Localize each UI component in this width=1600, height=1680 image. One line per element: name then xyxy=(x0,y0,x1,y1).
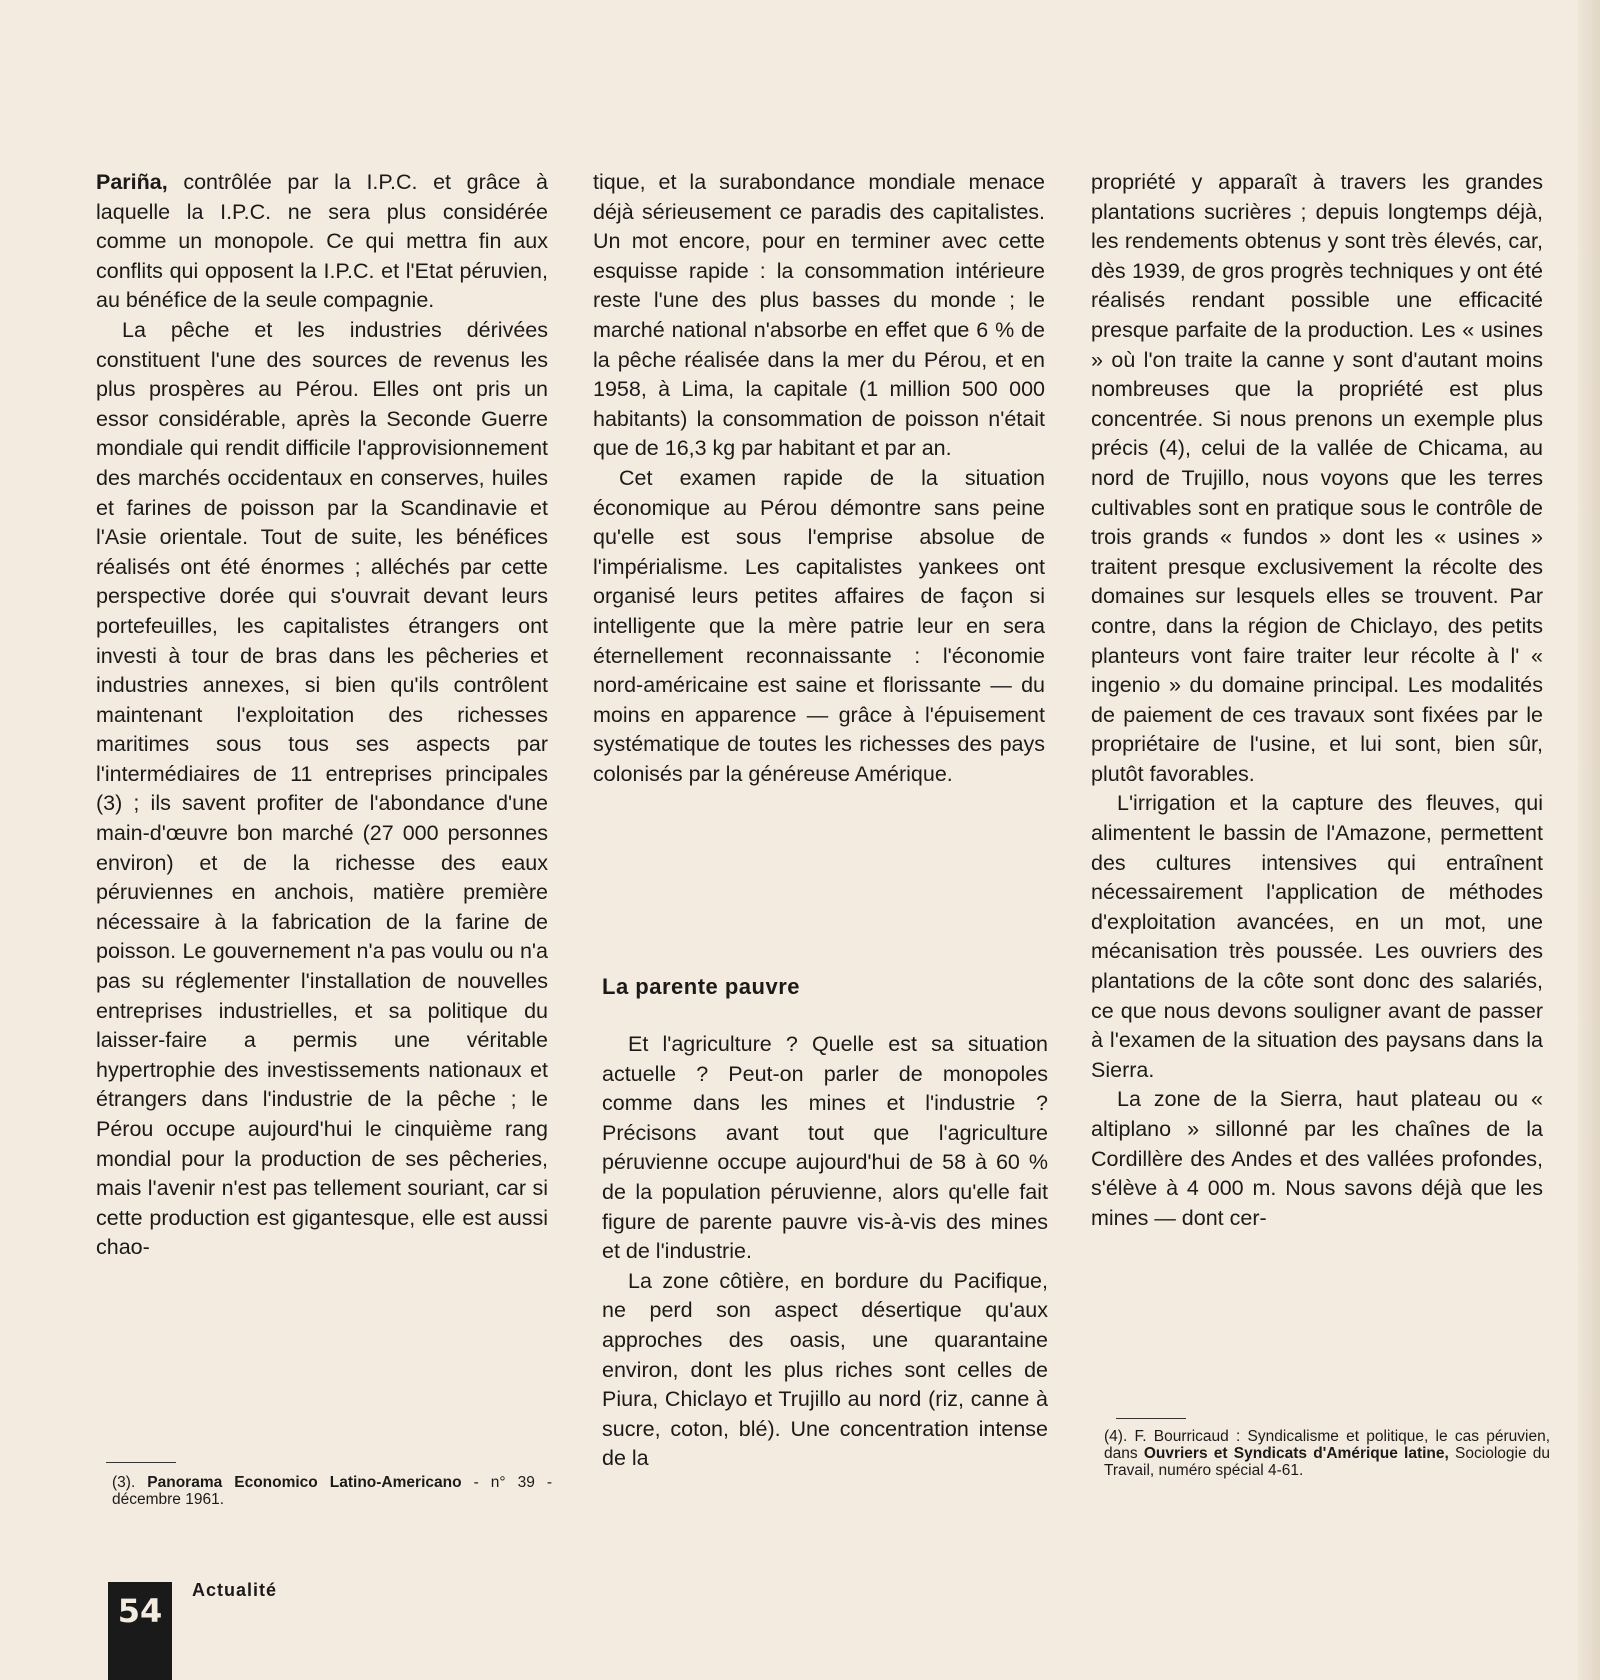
footnote-text: - n° 39 - décembre 1961. xyxy=(112,1474,553,1508)
page-number: 54 xyxy=(108,1582,172,1680)
paragraph: Cet examen rapide de la situation économique au Pérou démontre sans peine qu'elle est sous l'emprise absolue de l'impérialisme. Les capitalistes yankees ont organisé leurs petites affaires de façon si intelligente que la mère patrie leur en sera éternellement reconnaissante : l'économie nord-américaine est saine et florissante — du moins en apparence — grâce à l'épuisement systématique de toutes les richesses des pays colonisés par la généreuse Amérique. xyxy=(593,465,1045,786)
footnote-rule xyxy=(106,1462,176,1463)
paragraph: La zone côtière, en bordure du Pacifique, ne perd son aspect désertique qu'aux approches des oasis, une quarantaine environ, dont les plus riches sont celles de Piura, Chiclayo et Trujillo au nord (riz, canne à sucre, coton, blé). Une concentration intense de la xyxy=(602,1268,1048,1471)
paragraph: tique, et la surabondance mondiale menace déjà sérieusement ce paradis des capitalistes. Un mot encore, pour en terminer avec cette esquisse rapide : la consommation intérieure reste l'une des plus basses du monde ; le marché national n'absorbe en effet que 6 % de la pêche réalisée dans la mer du Pérou, et en 1958, à Lima, la capitale (1 million 500 000 habitants) la consommation de poisson n'était que de 16,3 kg par habitant et par an. xyxy=(593,170,1045,461)
page-edge xyxy=(1578,0,1600,1680)
paragraph: L'irrigation et la capture des fleuves, qui alimentent le bassin de l'Amazone, permettent des cultures intensives qui entraînent nécessairement l'application de méthodes d'exploitation avancées, en un mot, une mécanisation très poussée. Les ouvriers des plantations de la côte sont donc des salariés, ce que nous devons souligner avant de passer à l'examen de la situation des paysans dans la Sierra. xyxy=(1091,791,1543,1082)
text-column-2-lower xyxy=(602,1030,1048,1474)
paragraph: propriété y apparaît à travers les grandes plantations sucrières ; depuis longtemps déjà, les rendements obtenus y sont très élevés, car, dès 1939, de gros progrès techniques y ont été réalisés rendant possible une efficacité presque parfaite de la production. Les « usines » où l'on traite la canne y sont d'autant moins nombreuses que la propriété est plus concentrée. Si nous prenons un exemple plus précis (4), celui de la vallée de Chicama, au nord de Trujillo, nous voyons que les terres cultivables sont en pratique sous le contrôle de trois grands « fundos » dont les « usines » traitent presque exclusivement la récolte des domaines sur lesquels elles se trouvent. Par contre, dans la région de Chiclayo, des petits planteurs vont faire traiter leur récolte à l' « ingenio » du domaine principal. Les modalités de paiement de ces travaux sont fixées par le propriétaire de l'usine, et lui sont, bien sûr, plutôt favorables. xyxy=(1091,170,1543,786)
footnote-text: (4). F. Bourricaud : Syndicalisme et politique, le cas péruvien, dans xyxy=(1104,1428,1550,1462)
lead-word: Pariña, xyxy=(96,170,168,194)
footnote-marker: (3). xyxy=(112,1474,136,1491)
footnote-text: Sociologie du Travail, numéro spécial 4-61. xyxy=(1104,1445,1551,1479)
text-column-2 xyxy=(593,168,1045,789)
paragraph-text: contrôlée par la I.P.C. et grâce à laquelle la I.P.C. ne sera plus considérée comme un monopole. Ce qui mettra fin aux conflits qui opposent la I.P.C. et l'Etat péruvien, au bénéfice de la seule compagnie. xyxy=(96,170,548,313)
section-label: Actualité xyxy=(192,1580,278,1600)
footnote-4 xyxy=(1104,1428,1550,1479)
paragraph xyxy=(96,168,548,316)
footnote-rule xyxy=(1116,1418,1186,1419)
section-heading: La parente pauvre xyxy=(602,974,801,999)
paragraph: La zone de la Sierra, haut plateau ou « altiplano » sillonné par les chaînes de la Cordillère des Andes et des vallées profondes, s'élève à 4 000 m. Nous savons déjà que les mines — dont cer- xyxy=(1091,1087,1543,1230)
footnote-title: Ouvriers et Syndicats d'Amérique latine, xyxy=(1137,1445,1449,1462)
text-column-3 xyxy=(1091,168,1543,1233)
footnote-3 xyxy=(112,1474,552,1508)
paragraph: Et l'agriculture ? Quelle est sa situation actuelle ? Peut-on parler de monopoles comme dans les mines et l'industrie ? Précisons avant tout que l'agriculture péruvienne occupe aujourd'hui de 58 à 60 % de la population péruvienne, alors qu'elle fait figure de parente pauvre vis-à-vis des mines et de l'industrie. xyxy=(602,1032,1048,1264)
footnote-title: Panorama Economico Latino-Americano xyxy=(147,1474,462,1491)
text-column-1 xyxy=(96,168,548,1263)
paragraph: La pêche et les industries dérivées constituent l'une des sources de revenus les plus prospères au Pérou. Elles ont pris un essor considérable, après la Seconde Guerre mondiale qui rendit difficile l'approvisionnement des marchés occidentaux en conserves, huiles et farines de poisson par la Scandinavie et l'Asie orientale. Tout de suite, les bénéfices réalisés ont été énormes ; alléchés par cette perspective dorée qui s'ouvrait devant leurs portefeuilles, les capitalistes étrangers ont investi à tour de bras dans les pêcheries et industries annexes, si bien qu'ils contrôlent maintenant l'exploitation des richesses maritimes sous tous ses aspects par l'intermédiaires de 11 entreprises principales (3) ; ils savent profiter de l'abondance d'une main-d'œuvre bon marché (27 000 personnes environ) et de la richesse des eaux péruviennes en anchois, matière première nécessaire à la fabrication de la farine de poisson. Le gouvernement n'a pas voulu ou n'a pas su réglementer l'installation de nouvelles entreprises industrielles, et sa politique du laisser-faire a permis une véritable hypertrophie des investissements nationaux et étrangers dans l'industrie de la pêche ; le Pérou occupe aujourd'hui le cinquième rang mondial pour la production de ses pêcheries, mais l'avenir n'est pas tellement souriant, car si cette production est gigantesque, elle est aussi chao- xyxy=(96,317,548,1260)
